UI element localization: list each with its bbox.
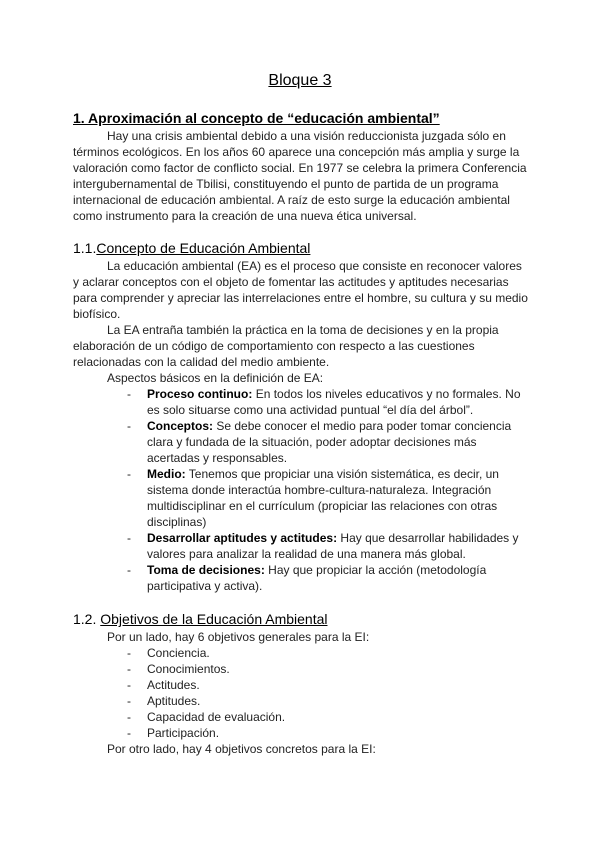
list-item bbox=[107, 466, 525, 530]
objective-text: Conocimientos. bbox=[147, 662, 230, 676]
section-1-1-number: 1.1. bbox=[73, 240, 97, 256]
section-1-paragraph-text: Hay una crisis ambiental debido a una visión reduccionista juzgada sólo en términos ecológicos. En los años 60 aparece una concepción más amplia y surge la valoración como factor de conflicto social. En 1977 se celebra la primera Conferencia intergubernamental de Tbilisi, constituyendo el punto de partida de un programa internacional de educación ambiental. A raíz de esto surge la educación ambiental como instrumento para la creación de una nueva ética universal. bbox=[73, 129, 527, 223]
section-1-1-paragraph-2 bbox=[73, 322, 529, 370]
bullet-dash: - bbox=[127, 419, 131, 433]
objective-text: Capacidad de evaluación. bbox=[147, 710, 286, 724]
bullet-dash: - bbox=[127, 387, 131, 401]
list-item bbox=[107, 418, 525, 466]
aspects-list bbox=[107, 386, 525, 594]
bullet-dash: - bbox=[127, 726, 131, 740]
bullet-dash: - bbox=[127, 531, 131, 545]
aspect-term: Medio: bbox=[147, 467, 186, 481]
aspect-text: En todos los niveles educativos y no formales. No es solo situarse como una actividad puntual “el día del árbol”. bbox=[147, 387, 521, 417]
list-item bbox=[107, 530, 525, 562]
aspect-text: Tenemos que propiciar una visión sistemática, es decir, un sistema donde interactúa hombre-cultura-naturaleza. Integración multidisciplinar en el currículum (propiciar las relaciones con otras disciplinas) bbox=[147, 467, 499, 529]
section-1-1-heading bbox=[73, 240, 310, 256]
section-1-2-heading bbox=[73, 611, 328, 627]
page-title: Bloque 3 bbox=[268, 72, 332, 89]
objective-text: Conciencia. bbox=[147, 646, 210, 660]
bullet-dash: - bbox=[127, 694, 131, 708]
section-1-1-paragraph-1 bbox=[73, 258, 529, 322]
list-item bbox=[107, 677, 525, 693]
list-item bbox=[107, 661, 525, 677]
concrete-objectives-intro: Por otro lado, hay 4 objetivos concretos para la EI: bbox=[107, 742, 376, 756]
bullet-dash: - bbox=[127, 662, 131, 676]
aspect-text: Hay que propiciar la acción (metodología participativa y activa). bbox=[147, 563, 487, 593]
objective-text: Participación. bbox=[147, 726, 220, 740]
aspect-term: Proceso continuo: bbox=[147, 387, 253, 401]
list-item bbox=[107, 725, 525, 741]
list-item bbox=[107, 693, 525, 709]
bullet-dash: - bbox=[127, 563, 131, 577]
objective-text: Actitudes. bbox=[147, 678, 200, 692]
list-item bbox=[107, 709, 525, 725]
section-1-1-paragraph-1-text: La educación ambiental (EA) es el proceso que consiste en reconocer valores y aclarar conceptos con el objeto de fomentar las actitudes y aptitudes necesarias para comprender y apreciar las interrelaciones entre el hombre, su cultura y su medio biofísico. bbox=[73, 259, 528, 321]
section-1-2-number: 1.2. bbox=[73, 611, 97, 627]
list-item bbox=[107, 386, 525, 418]
aspect-term: Conceptos: bbox=[147, 419, 213, 433]
aspect-text: Hay que desarrollar habilidades y valores para analizar la realidad de una manera más global. bbox=[147, 531, 519, 561]
bullet-dash: - bbox=[127, 710, 131, 724]
general-objectives-intro: Por un lado, hay 6 objetivos generales para la EI: bbox=[107, 630, 370, 644]
section-1-1-paragraph-2-text: La EA entraña también la práctica en la toma de decisiones y en la propia elaboración de un código de comportamiento con respecto a las cuestiones relacionadas con la calidad del medio ambiente. bbox=[73, 323, 499, 369]
aspect-term: Desarrollar aptitudes y actitudes: bbox=[147, 531, 338, 545]
aspect-term: Toma de decisiones: bbox=[147, 563, 265, 577]
section-1-2-heading-text: Objetivos de la Educación Ambiental bbox=[100, 611, 328, 627]
objective-text: Aptitudes. bbox=[147, 694, 201, 708]
bullet-dash: - bbox=[127, 678, 131, 692]
bullet-dash: - bbox=[127, 646, 131, 660]
section-1-paragraph bbox=[73, 128, 529, 224]
section-1-heading bbox=[73, 110, 440, 126]
list-item bbox=[107, 645, 525, 661]
aspects-intro: Aspectos básicos en la definición de EA: bbox=[107, 371, 324, 385]
general-objectives-list bbox=[107, 645, 525, 741]
section-1-heading-text: 1. Aproximación al concepto de “educación ambiental” bbox=[73, 110, 440, 126]
list-item bbox=[107, 562, 525, 594]
section-1-1-heading-text: Concepto de Educación Ambiental bbox=[96, 240, 311, 256]
bullet-dash: - bbox=[127, 467, 131, 481]
aspect-text: Se debe conocer el medio para poder tomar conciencia clara y fundada de la situación, poder adoptar decisiones más acertadas y responsables. bbox=[147, 419, 512, 465]
